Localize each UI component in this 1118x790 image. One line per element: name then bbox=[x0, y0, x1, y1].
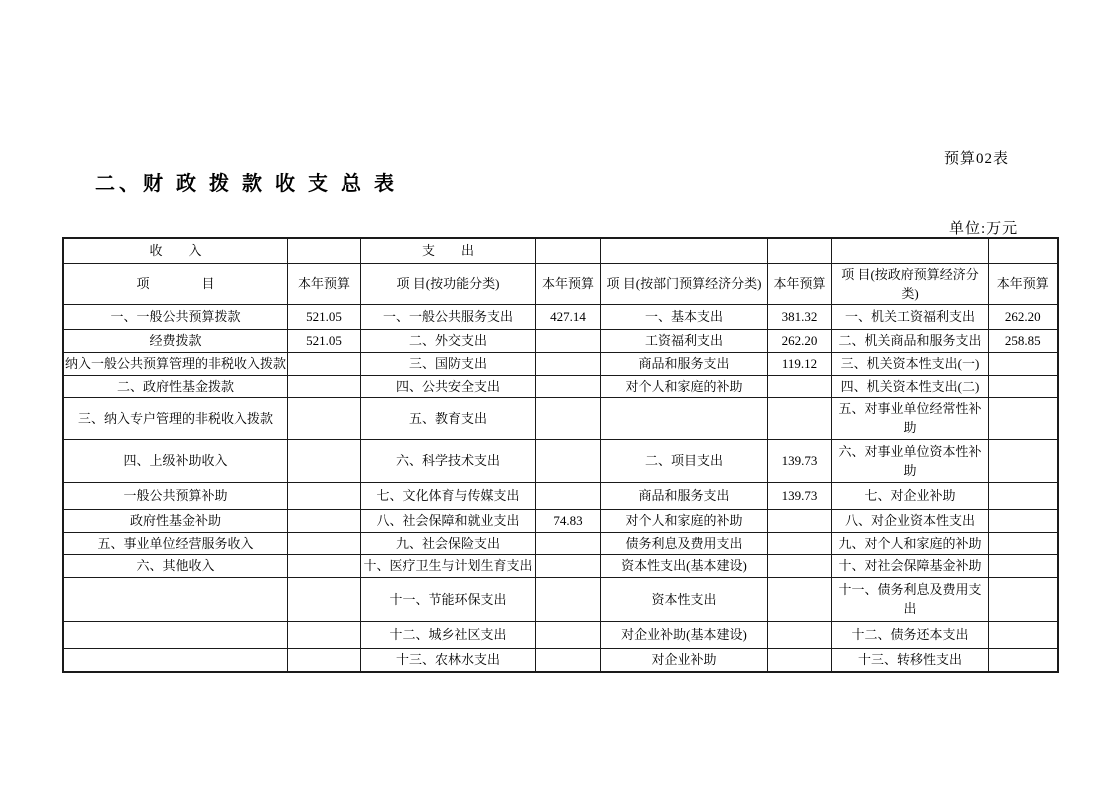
cell: 四、机关资本性支出(二) bbox=[832, 375, 989, 397]
table-row bbox=[63, 554, 1058, 577]
header-item-dept: 项 目(按部门预算经济分类) bbox=[601, 263, 768, 304]
header-empty-cell bbox=[989, 238, 1058, 263]
table-row bbox=[63, 238, 1058, 263]
cell: 二、政府性基金拨款 bbox=[63, 375, 288, 397]
table-row bbox=[63, 577, 1058, 621]
cell: 对个人和家庭的补助 bbox=[601, 509, 768, 532]
cell: 三、国防支出 bbox=[361, 352, 536, 375]
table-row bbox=[63, 375, 1058, 397]
cell bbox=[536, 621, 601, 648]
cell bbox=[536, 352, 601, 375]
cell bbox=[536, 329, 601, 352]
cell bbox=[768, 554, 832, 577]
cell: 十三、农林水支出 bbox=[361, 648, 536, 672]
cell bbox=[989, 577, 1058, 621]
cell bbox=[536, 375, 601, 397]
cell bbox=[536, 397, 601, 439]
cell bbox=[288, 439, 361, 482]
cell: 427.14 bbox=[536, 304, 601, 329]
header-empty-cell bbox=[832, 238, 989, 263]
cell bbox=[536, 482, 601, 509]
cell bbox=[536, 532, 601, 554]
cell: 八、对企业资本性支出 bbox=[832, 509, 989, 532]
header-budget: 本年预算 bbox=[288, 263, 361, 304]
cell: 债务利息及费用支出 bbox=[601, 532, 768, 554]
cell bbox=[989, 482, 1058, 509]
cell: 74.83 bbox=[536, 509, 601, 532]
cell bbox=[989, 532, 1058, 554]
cell bbox=[288, 397, 361, 439]
cell bbox=[768, 509, 832, 532]
cell: 381.32 bbox=[768, 304, 832, 329]
cell: 521.05 bbox=[288, 329, 361, 352]
cell bbox=[288, 375, 361, 397]
cell bbox=[63, 648, 288, 672]
header-item: 项 目 bbox=[63, 263, 288, 304]
cell bbox=[768, 532, 832, 554]
cell: 一、基本支出 bbox=[601, 304, 768, 329]
cell bbox=[288, 532, 361, 554]
cell bbox=[63, 577, 288, 621]
cell: 三、机关资本性支出(一) bbox=[832, 352, 989, 375]
cell: 十二、债务还本支出 bbox=[832, 621, 989, 648]
cell: 262.20 bbox=[989, 304, 1058, 329]
cell: 一般公共预算补助 bbox=[63, 482, 288, 509]
header-budget: 本年预算 bbox=[989, 263, 1058, 304]
budget-table bbox=[62, 237, 1059, 673]
cell bbox=[536, 554, 601, 577]
cell bbox=[536, 577, 601, 621]
cell: 三、纳入专户管理的非税收入拨款 bbox=[63, 397, 288, 439]
cell: 521.05 bbox=[288, 304, 361, 329]
header-budget: 本年预算 bbox=[768, 263, 832, 304]
cell: 十一、债务利息及费用支出 bbox=[832, 577, 989, 621]
header-item-gov: 项 目(按政府预算经济分类) bbox=[832, 263, 989, 304]
header-empty-cell bbox=[768, 238, 832, 263]
table-row bbox=[63, 352, 1058, 375]
table-row bbox=[63, 532, 1058, 554]
cell: 四、上级补助收入 bbox=[63, 439, 288, 482]
cell: 一、一般公共预算拨款 bbox=[63, 304, 288, 329]
cell bbox=[536, 439, 601, 482]
cell bbox=[768, 621, 832, 648]
cell bbox=[288, 482, 361, 509]
cell: 对个人和家庭的补助 bbox=[601, 375, 768, 397]
cell bbox=[989, 554, 1058, 577]
cell: 九、社会保险支出 bbox=[361, 532, 536, 554]
cell: 二、外交支出 bbox=[361, 329, 536, 352]
cell: 六、对事业单位资本性补助 bbox=[832, 439, 989, 482]
cell: 二、项目支出 bbox=[601, 439, 768, 482]
cell bbox=[989, 375, 1058, 397]
header-empty-cell bbox=[288, 238, 361, 263]
header-budget: 本年预算 bbox=[536, 263, 601, 304]
table-row bbox=[63, 329, 1058, 352]
cell bbox=[601, 397, 768, 439]
cell: 六、科学技术支出 bbox=[361, 439, 536, 482]
cell bbox=[536, 648, 601, 672]
header-empty-cell bbox=[601, 238, 768, 263]
cell: 十、医疗卫生与计划生育支出 bbox=[361, 554, 536, 577]
cell bbox=[989, 648, 1058, 672]
cell: 七、对企业补助 bbox=[832, 482, 989, 509]
table-row bbox=[63, 482, 1058, 509]
cell: 对企业补助 bbox=[601, 648, 768, 672]
cell: 十一、节能环保支出 bbox=[361, 577, 536, 621]
table-row bbox=[63, 509, 1058, 532]
cell bbox=[768, 648, 832, 672]
header-income-group: 收 入 bbox=[63, 238, 288, 263]
cell: 纳入一般公共预算管理的非税收入拨款 bbox=[63, 352, 288, 375]
cell: 262.20 bbox=[768, 329, 832, 352]
cell: 商品和服务支出 bbox=[601, 352, 768, 375]
cell: 258.85 bbox=[989, 329, 1058, 352]
cell bbox=[989, 439, 1058, 482]
table-row bbox=[63, 439, 1058, 482]
cell bbox=[768, 577, 832, 621]
cell: 119.12 bbox=[768, 352, 832, 375]
header-empty-cell bbox=[536, 238, 601, 263]
table-row bbox=[63, 648, 1058, 672]
cell: 工资福利支出 bbox=[601, 329, 768, 352]
cell: 十、对社会保障基金补助 bbox=[832, 554, 989, 577]
cell bbox=[288, 577, 361, 621]
cell bbox=[989, 509, 1058, 532]
table-row bbox=[63, 263, 1058, 304]
cell bbox=[288, 554, 361, 577]
cell: 九、对个人和家庭的补助 bbox=[832, 532, 989, 554]
table-row bbox=[63, 304, 1058, 329]
header-item-func: 项 目(按功能分类) bbox=[361, 263, 536, 304]
cell: 139.73 bbox=[768, 439, 832, 482]
cell: 商品和服务支出 bbox=[601, 482, 768, 509]
cell: 五、教育支出 bbox=[361, 397, 536, 439]
cell bbox=[989, 352, 1058, 375]
cell: 四、公共安全支出 bbox=[361, 375, 536, 397]
cell: 经费拨款 bbox=[63, 329, 288, 352]
cell: 资本性支出 bbox=[601, 577, 768, 621]
cell: 对企业补助(基本建设) bbox=[601, 621, 768, 648]
table-row bbox=[63, 397, 1058, 439]
cell bbox=[63, 621, 288, 648]
cell: 五、对事业单位经常性补助 bbox=[832, 397, 989, 439]
cell bbox=[288, 509, 361, 532]
header-expense-group: 支 出 bbox=[361, 238, 536, 263]
cell bbox=[768, 375, 832, 397]
cell bbox=[288, 352, 361, 375]
cell: 一、机关工资福利支出 bbox=[832, 304, 989, 329]
cell: 十二、城乡社区支出 bbox=[361, 621, 536, 648]
cell: 一、一般公共服务支出 bbox=[361, 304, 536, 329]
cell: 七、文化体育与传媒支出 bbox=[361, 482, 536, 509]
cell bbox=[989, 397, 1058, 439]
cell bbox=[288, 621, 361, 648]
table-code: 预算02表 bbox=[944, 151, 1010, 167]
unit-label: 单位:万元 bbox=[949, 221, 1019, 237]
cell bbox=[989, 621, 1058, 648]
cell: 六、其他收入 bbox=[63, 554, 288, 577]
cell: 十三、转移性支出 bbox=[832, 648, 989, 672]
cell: 五、事业单位经营服务收入 bbox=[63, 532, 288, 554]
cell: 政府性基金补助 bbox=[63, 509, 288, 532]
cell: 资本性支出(基本建设) bbox=[601, 554, 768, 577]
cell: 八、社会保障和就业支出 bbox=[361, 509, 536, 532]
cell: 139.73 bbox=[768, 482, 832, 509]
cell: 二、机关商品和服务支出 bbox=[832, 329, 989, 352]
page-title: 二、财 政 拨 款 收 支 总 表 bbox=[95, 173, 398, 195]
cell bbox=[768, 397, 832, 439]
table-row bbox=[63, 621, 1058, 648]
cell bbox=[288, 648, 361, 672]
